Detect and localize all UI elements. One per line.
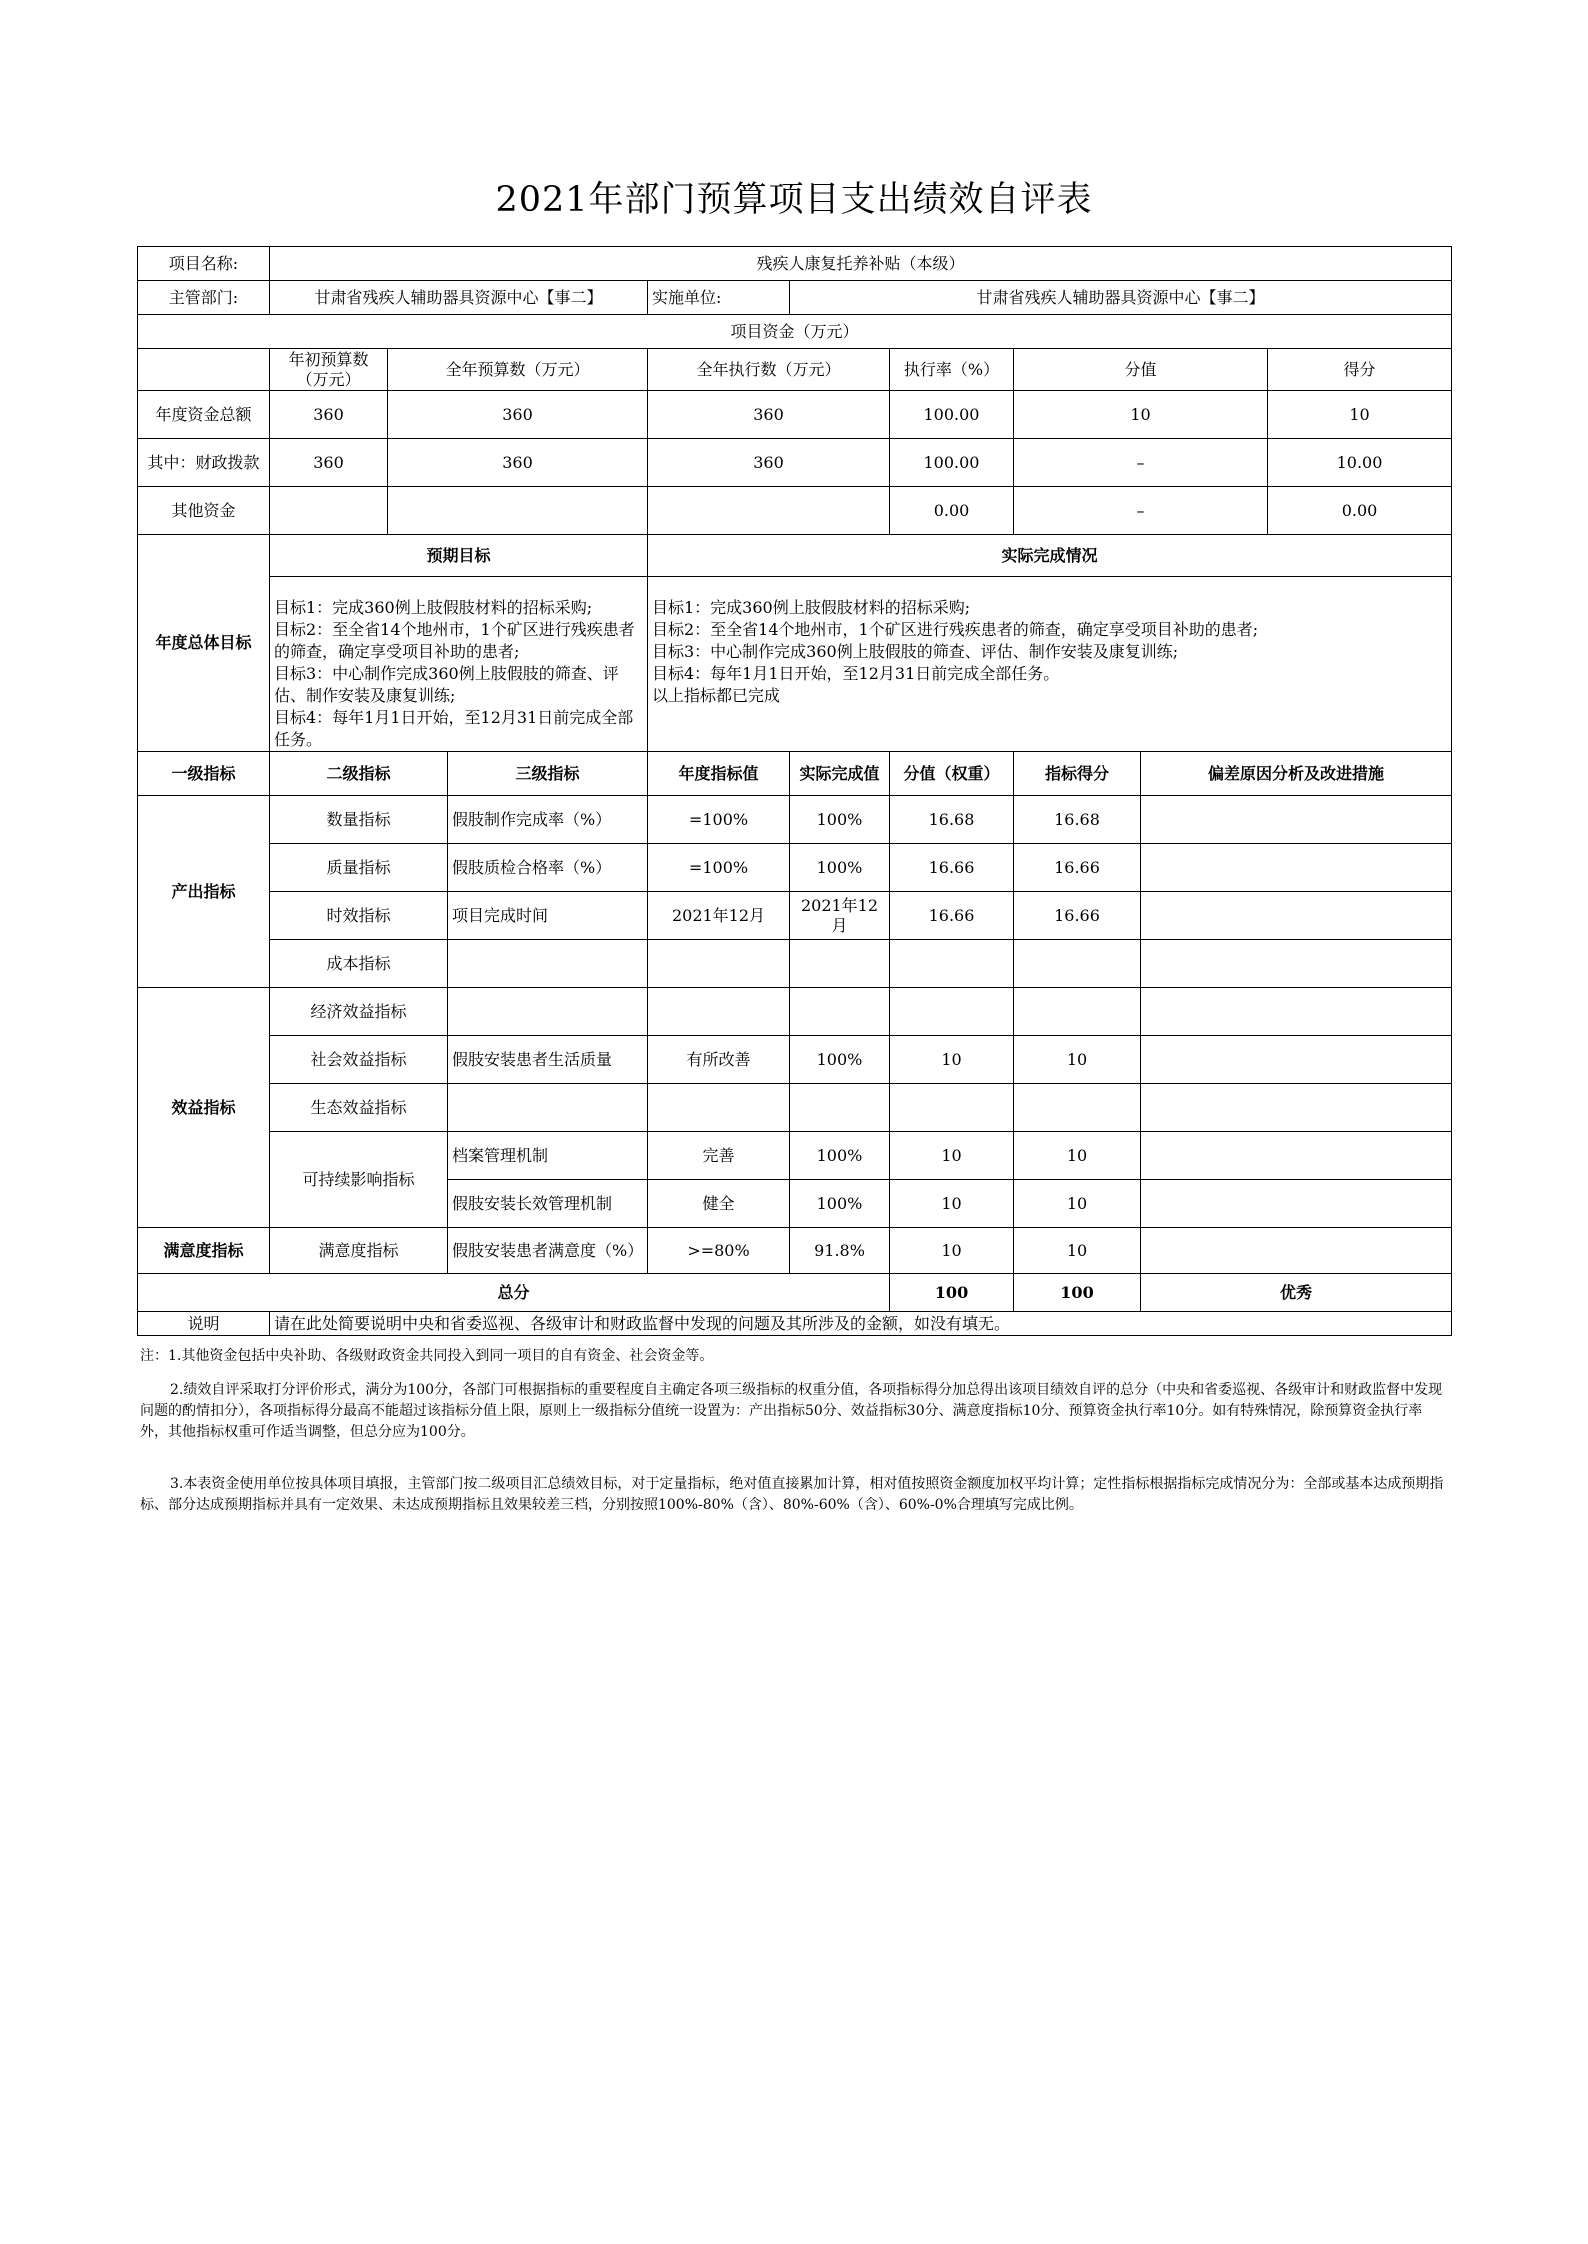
level3-cell: 假肢制作完成率（%） — [448, 796, 648, 844]
total-weight: 100 — [890, 1274, 1014, 1312]
explain-label: 说明 — [138, 1312, 270, 1336]
actual-cell — [790, 988, 890, 1036]
expected-goal-line: 目标2：至全省14个地州市，1个矿区进行残疾患者的筛查，确定享受项目补助的患者; — [274, 620, 635, 661]
actual-cell: 100% — [790, 1036, 890, 1084]
funds-annual: 360 — [388, 439, 648, 487]
table-row — [138, 1084, 1452, 1132]
goals-header-row — [138, 535, 1452, 577]
funds-header-blank — [138, 349, 270, 391]
dept-label: 主管部门: — [138, 281, 270, 315]
weight-cell — [890, 988, 1014, 1036]
self-evaluation-table — [137, 246, 1452, 1336]
total-row — [138, 1274, 1452, 1312]
score-cell: 16.68 — [1014, 796, 1141, 844]
actual-cell: 91.8% — [790, 1228, 890, 1274]
page-title: 2021年部门预算项目支出绩效自评表 — [495, 180, 1093, 220]
actual-cell — [790, 940, 890, 988]
weight-cell: 16.66 — [890, 892, 1014, 940]
level3-cell — [448, 940, 648, 988]
target-cell: 2021年12月 — [648, 892, 790, 940]
level2-cell: 成本指标 — [270, 940, 448, 988]
funds-header-annual: 全年预算数（万元） — [388, 349, 648, 391]
unit-value: 甘肃省残疾人辅助器具资源中心【事二】 — [790, 281, 1452, 315]
level2-cell: 数量指标 — [270, 796, 448, 844]
weight-cell — [890, 940, 1014, 988]
actual-cell — [790, 1084, 890, 1132]
project-name-value: 残疾人康复托养补贴（本级） — [270, 247, 1452, 281]
deviation-cell — [1141, 1036, 1452, 1084]
weight-cell: 16.68 — [890, 796, 1014, 844]
funds-initial: 360 — [270, 439, 388, 487]
level2-cell: 生态效益指标 — [270, 1084, 448, 1132]
level3-cell: 假肢质检合格率（%） — [448, 844, 648, 892]
project-name-label: 项目名称: — [138, 247, 270, 281]
actual-cell: 100% — [790, 1132, 890, 1180]
funds-weight: – — [1014, 439, 1268, 487]
level3-cell — [448, 988, 648, 1036]
funds-executed: 360 — [648, 391, 890, 439]
deviation-cell — [1141, 1180, 1452, 1228]
level2-cell: 可持续影响指标 — [270, 1132, 448, 1228]
target-cell: >=80% — [648, 1228, 790, 1274]
level2-cell: 经济效益指标 — [270, 988, 448, 1036]
deviation-cell — [1141, 988, 1452, 1036]
weight-cell: 16.66 — [890, 844, 1014, 892]
table-row — [138, 892, 1452, 940]
funds-row-other — [138, 487, 1452, 535]
table-row — [138, 844, 1452, 892]
target-cell: 完善 — [648, 1132, 790, 1180]
level3-cell: 假肢安装患者满意度（%） — [448, 1228, 648, 1274]
benefit-level1: 效益指标 — [138, 988, 270, 1228]
actual-goal-line: 以上指标都已完成 — [652, 686, 781, 705]
deviation-cell — [1141, 1132, 1452, 1180]
weight-cell: 10 — [890, 1132, 1014, 1180]
level3-cell — [448, 1084, 648, 1132]
expected-goals — [270, 577, 648, 752]
actual-goal-line: 目标2：至全省14个地州市，1个矿区进行残疾患者的筛查，确定享受项目补助的患者; — [652, 620, 1259, 639]
deviation-cell — [1141, 1084, 1452, 1132]
funds-row-label: 其他资金 — [138, 487, 270, 535]
funds-score: 0.00 — [1268, 487, 1452, 535]
level2-cell: 社会效益指标 — [270, 1036, 448, 1084]
goals-section-label: 年度总体目标 — [138, 535, 270, 752]
funds-initial — [270, 487, 388, 535]
target-cell: 健全 — [648, 1180, 790, 1228]
score-cell — [1014, 988, 1141, 1036]
level2-cell: 时效指标 — [270, 892, 448, 940]
hdr-score: 指标得分 — [1014, 752, 1141, 796]
actual-goals — [648, 577, 1452, 752]
expected-goal-line: 目标1：完成360例上肢假肢材料的招标采购; — [274, 598, 593, 617]
deviation-cell — [1141, 940, 1452, 988]
total-label: 总分 — [138, 1274, 890, 1312]
actual-cell: 100% — [790, 796, 890, 844]
table-row — [138, 940, 1452, 988]
level3-cell: 档案管理机制 — [448, 1132, 648, 1180]
note-2: 2.绩效自评采取打分评价形式，满分为100分，各部门可根据指标的重要程度自主确定各项三级指标的权重分值，各项指标得分加总得出该项目绩效自评的总分（中央和省委巡视、各级审计和财政监督中发现问题的酌情扣分），各项指标得分最高不能超过该指标分值上限，原则上一级指标分值统一设置为：产出指标50分、效益指标30分、满意度指标10分、预算资金执行率10分。如有特殊情况，除预算资金执行率外，其他指标权重可作适当调整，但总分应为100分。 — [140, 1382, 1443, 1440]
total-grade: 优秀 — [1141, 1274, 1452, 1312]
actual-cell: 100% — [790, 1180, 890, 1228]
funds-section-label: 项目资金（万元） — [138, 315, 1452, 349]
department-row — [138, 281, 1452, 315]
score-cell: 10 — [1014, 1132, 1141, 1180]
level2-cell: 满意度指标 — [270, 1228, 448, 1274]
table-row — [138, 1132, 1452, 1180]
output-level1: 产出指标 — [138, 796, 270, 988]
indicator-header-row — [138, 752, 1452, 796]
funds-annual — [388, 487, 648, 535]
goals-content-row — [138, 577, 1452, 752]
satisfaction-level1: 满意度指标 — [138, 1228, 270, 1274]
score-cell: 10 — [1014, 1036, 1141, 1084]
deviation-cell — [1141, 796, 1452, 844]
funds-row-total — [138, 391, 1452, 439]
total-score: 100 — [1014, 1274, 1141, 1312]
funds-header-rate: 执行率（%） — [890, 349, 1014, 391]
score-cell: 10 — [1014, 1180, 1141, 1228]
expected-goal-line: 目标3：中心制作完成360例上肢假肢的筛查、评估、制作安装及康复训练; — [274, 664, 619, 705]
target-cell — [648, 1084, 790, 1132]
deviation-cell — [1141, 892, 1452, 940]
funds-rate: 100.00 — [890, 439, 1014, 487]
weight-cell: 10 — [890, 1036, 1014, 1084]
deviation-cell — [1141, 844, 1452, 892]
funds-weight: – — [1014, 487, 1268, 535]
actual-goal-line: 目标3：中心制作完成360例上肢假肢的筛查、评估、制作安装及康复训练; — [652, 642, 1179, 661]
target-cell: =100% — [648, 844, 790, 892]
funds-score: 10 — [1268, 391, 1452, 439]
funds-header-score: 得分 — [1268, 349, 1452, 391]
hdr-target: 年度指标值 — [648, 752, 790, 796]
funds-section-row — [138, 315, 1452, 349]
target-cell — [648, 988, 790, 1036]
level2-cell: 质量指标 — [270, 844, 448, 892]
funds-rate: 100.00 — [890, 391, 1014, 439]
funds-weight: 10 — [1014, 391, 1268, 439]
table-row — [138, 796, 1452, 844]
level3-cell: 假肢安装长效管理机制 — [448, 1180, 648, 1228]
table-row — [138, 988, 1452, 1036]
target-cell — [648, 940, 790, 988]
funds-header-weight: 分值 — [1014, 349, 1268, 391]
hdr-level1: 一级指标 — [138, 752, 270, 796]
score-cell — [1014, 1084, 1141, 1132]
actual-goal-line: 目标4：每年1月1日开始，至12月31日前完成全部任务。 — [652, 664, 1060, 683]
actual-cell: 100% — [790, 844, 890, 892]
expected-goals-header: 预期目标 — [270, 535, 648, 577]
funds-row-label: 年度资金总额 — [138, 391, 270, 439]
funds-score: 10.00 — [1268, 439, 1452, 487]
funds-header-row — [138, 349, 1452, 391]
table-row — [138, 1228, 1452, 1274]
score-cell: 16.66 — [1014, 844, 1141, 892]
level3-cell: 假肢安装患者生活质量 — [448, 1036, 648, 1084]
funds-rate: 0.00 — [890, 487, 1014, 535]
level3-cell: 项目完成时间 — [448, 892, 648, 940]
weight-cell: 10 — [890, 1228, 1014, 1274]
project-name-row — [138, 247, 1452, 281]
hdr-weight: 分值（权重） — [890, 752, 1014, 796]
hdr-level3: 三级指标 — [448, 752, 648, 796]
expected-goal-line: 目标4：每年1月1日开始，至12月31日前完成全部任务。 — [274, 708, 634, 749]
explain-row — [138, 1312, 1452, 1336]
funds-initial: 360 — [270, 391, 388, 439]
hdr-level2: 二级指标 — [270, 752, 448, 796]
target-cell: 有所改善 — [648, 1036, 790, 1084]
funds-header-executed: 全年执行数（万元） — [648, 349, 890, 391]
funds-executed — [648, 487, 890, 535]
target-cell: =100% — [648, 796, 790, 844]
actual-cell: 2021年12月 — [790, 892, 890, 940]
dept-value: 甘肃省残疾人辅助器具资源中心【事二】 — [270, 281, 648, 315]
funds-header-initial: 年初预算数（万元） — [270, 349, 388, 391]
funds-annual: 360 — [388, 391, 648, 439]
note-3: 3.本表资金使用单位按具体项目填报，主管部门按二级项目汇总绩效目标，对于定量指标，绝对值直接累加计算，相对值按照资金额度加权平均计算；定性指标根据指标完成情况分为：全部或基本达成预期指标、部分达成预期指标并具有一定效果、未达成预期指标且效果较差三档，分别按照100%-80%（含）、80%-60%（含）、60%-0%合理填写完成比例。 — [140, 1476, 1444, 1513]
score-cell — [1014, 940, 1141, 988]
funds-row-fiscal — [138, 439, 1452, 487]
note-1: 注：1.其他资金包括中央补助、各级财政资金共同投入到同一项目的自有资金、社会资金等。 — [140, 1348, 714, 1364]
funds-row-label: 其中：财政拨款 — [138, 439, 270, 487]
table-row — [138, 1036, 1452, 1084]
funds-executed: 360 — [648, 439, 890, 487]
weight-cell: 10 — [890, 1180, 1014, 1228]
actual-goals-header: 实际完成情况 — [648, 535, 1452, 577]
score-cell: 16.66 — [1014, 892, 1141, 940]
unit-label: 实施单位: — [648, 281, 790, 315]
deviation-cell — [1141, 1228, 1452, 1274]
explain-text: 请在此处简要说明中央和省委巡视、各级审计和财政监督中发现的问题及其所涉及的金额，如没有填无。 — [270, 1312, 1452, 1336]
actual-goal-line: 目标1：完成360例上肢假肢材料的招标采购; — [652, 598, 971, 617]
hdr-deviation: 偏差原因分析及改进措施 — [1141, 752, 1452, 796]
hdr-actual: 实际完成值 — [790, 752, 890, 796]
score-cell: 10 — [1014, 1228, 1141, 1274]
weight-cell — [890, 1084, 1014, 1132]
